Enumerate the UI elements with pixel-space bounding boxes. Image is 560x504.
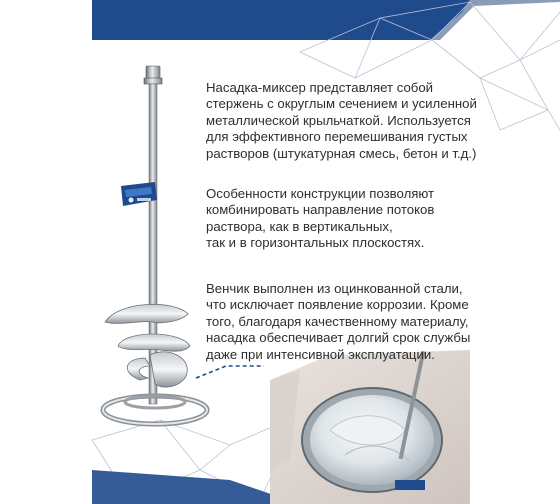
- description-paragraph-2: Особенности конструкции позволяют комбинировать направление потоков раствора, как в вертикальных, так и в горизонтальных плоскостях.: [206, 186, 435, 251]
- description-paragraph-1: Насадка-миксер представляет собой стержень с округлым сечением и усиленной металлической крыльчаткой. Используется для эффективного перемешивания густых растворов (штукатурная смесь, бетон и т.д.): [206, 80, 477, 161]
- description-paragraph-3: Венчик выполнен из оцинкованной стали, что исключает появление коррозии. Кроме того, благодаря качественному материалу, насадка обеспечивает долгий срок службы даже при интенсивной эксплуатации.: [206, 281, 471, 362]
